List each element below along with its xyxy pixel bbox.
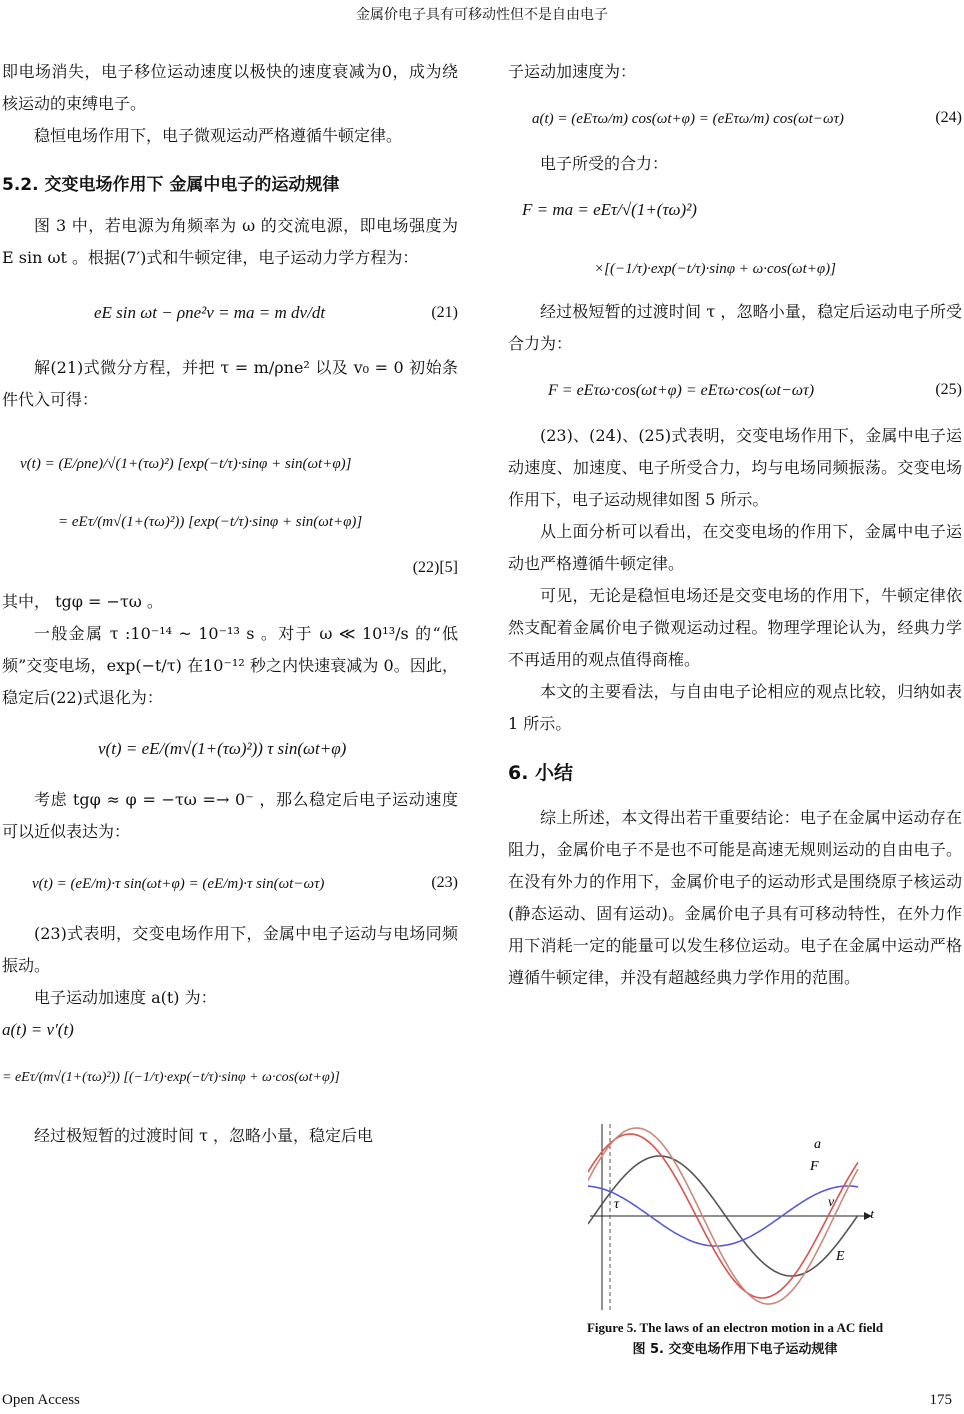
paragraph: 综上所述，本文得出若干重要结论：电子在金属中运动存在阻力，金属价电子不是也不可能是高速无规则运动的自由电子。在没有外力的作用下，金属价电子的运动形式是围绕原子核运动(静态运动、固有运动)。金属价电子具有可移动特性，在外力作用下消耗一定的能量可以发生移位运动。电子在金属中运动严格遵循牛顿定律，并没有超越经典力学作用的范围。 xyxy=(508,808,962,987)
section-heading-5-2: 5.2. 交变电场作用下 金属中电子的运动规律 xyxy=(2,175,340,195)
equation-a1: a(t) = v′(t) xyxy=(2,1020,74,1039)
figure-caption-en: Figure 5. The laws of an electron motion in a AC field xyxy=(586,1320,884,1335)
equation-24: a(t) = (eEτω/m) cos(ωt+φ) = (eEτω/m) cos(ωt−ωτ) (24) xyxy=(532,109,962,127)
equation-22c: v(t) = eE/(m√(1+(τω)²)) τ sin(ωt+φ) xyxy=(98,739,347,758)
label-tau: τ xyxy=(614,1197,620,1212)
paragraph: 稳恒电场作用下，电子微观运动严格遵循牛顿定律。 xyxy=(34,126,403,145)
right-column xyxy=(508,56,962,994)
equation-F1: F = ma = eEτ/√(1+(τω)²) xyxy=(522,200,697,219)
equation-22b: = eEτ/(m√(1+(τω)²)) [exp(−t/τ)·sinφ + sin(ωt+φ)] xyxy=(58,514,363,530)
paragraph: 图 3 中，若电源为角频率为 ω 的交流电源，即电场强度为 E sin ωt 。根据(7′)式和牛顿定律，电子运动力学方程为： xyxy=(2,216,458,267)
label-t: t xyxy=(870,1206,874,1221)
paragraph: 子运动加速度为： xyxy=(508,62,637,81)
paragraph: 考虑 tgφ ≈ φ = −τω =→ 0⁻ ，那么稳定后电子运动速度可以近似表达为： xyxy=(2,790,458,841)
equation-25: F = eEτω·cos(ωt+φ) = eEτω·cos(ωt−ωτ) (25) xyxy=(548,381,962,399)
paragraph: 从上面分析可以看出，在交变电场的作用下，金属中电子运动也严格遵循牛顿定律。 xyxy=(508,522,962,573)
paragraph: 解(21)式微分方程，并把 τ = m/ρne² 以及 v₀ = 0 初始条件代入可得： xyxy=(2,358,458,409)
figure-5-waveform xyxy=(588,1124,878,1314)
paragraph: (23)、(24)、(25)式表明，交变电场作用下，金属中电子运动速度、加速度、电子所受合力，均与电场同频振荡。交变电场作用下，电子运动规律如图 5 所示。 xyxy=(508,426,962,509)
label-F: F xyxy=(810,1159,819,1174)
footer-open-access: Open Access xyxy=(2,1392,80,1408)
running-header: 金属价电子具有可移动性但不是自由电子 xyxy=(356,7,608,23)
left-column xyxy=(2,56,458,1152)
paragraph: 可见，无论是稳恒电场还是交变电场的作用下，牛顿定律依然支配着金属价电子微观运动过程。物理学理论认为，经典力学不再适用的观点值得商榷。 xyxy=(508,586,962,669)
paragraph: 即电场消失，电子移位运动速度以极快的速度衰减为0，成为绕核运动的束缚电子。 xyxy=(2,62,458,113)
equation-number-22: (22)[5] xyxy=(412,559,458,576)
label-v: v xyxy=(828,1195,835,1210)
page-number: 175 xyxy=(929,1392,952,1408)
equation-22a: v(t) = (E/ρne)/√(1+(τω)²) [exp(−t/τ)·sinφ + sin(ωt+φ)] xyxy=(20,456,352,472)
paragraph: 电子所受的合力： xyxy=(540,154,669,173)
paragraph: 一般金属 τ :10⁻¹⁴ ~ 10⁻¹³ s 。对于 ω ≪ 10¹³/s 的“低频”交变电场，exp(−t/τ) 在10⁻¹² 秒之内快速衰减为 0。因此，稳定后(22)式退化为： xyxy=(2,624,458,707)
equation-F2: ×[(−1/τ)·exp(−t/τ)·sinφ + ω·cos(ωt+φ)] xyxy=(594,261,837,277)
label-E: E xyxy=(836,1249,845,1264)
paragraph: 经过极短暂的过渡时间 τ ，忽略小量，稳定后电 xyxy=(34,1126,374,1145)
paragraph: 电子运动加速度 a(t) 为： xyxy=(34,988,217,1007)
paragraph: 其中， tgφ = −τω 。 xyxy=(2,592,163,611)
equation-a2: = eEτ/(m√(1+(τω)²)) [(−1/τ)·exp(−t/τ)·sinφ + ω·cos(ωt+φ)] xyxy=(2,1070,340,1085)
paragraph: 经过极短暂的过渡时间 τ ，忽略小量，稳定后运动电子所受合力为： xyxy=(508,302,962,353)
paragraph: 本文的主要看法，与自由电子论相应的观点比较，归纳如表 1 所示。 xyxy=(508,682,962,733)
paragraph: (23)式表明，交变电场作用下，金属中电子运动与电场同频振动。 xyxy=(2,924,458,975)
section-heading-6: 6. 小结 xyxy=(508,762,574,784)
figure-caption-zh: 图 5. 交变电场作用下电子运动规律 xyxy=(632,1342,838,1357)
label-a: a xyxy=(814,1137,821,1152)
equation-23: v(t) = (eE/m)·τ sin(ωt+φ) = (eE/m)·τ sin(ωt−ωτ) (23) xyxy=(32,874,458,892)
equation-21: eE sin ωt − ρne²v = ma = m dv/dt (21) xyxy=(94,303,458,322)
